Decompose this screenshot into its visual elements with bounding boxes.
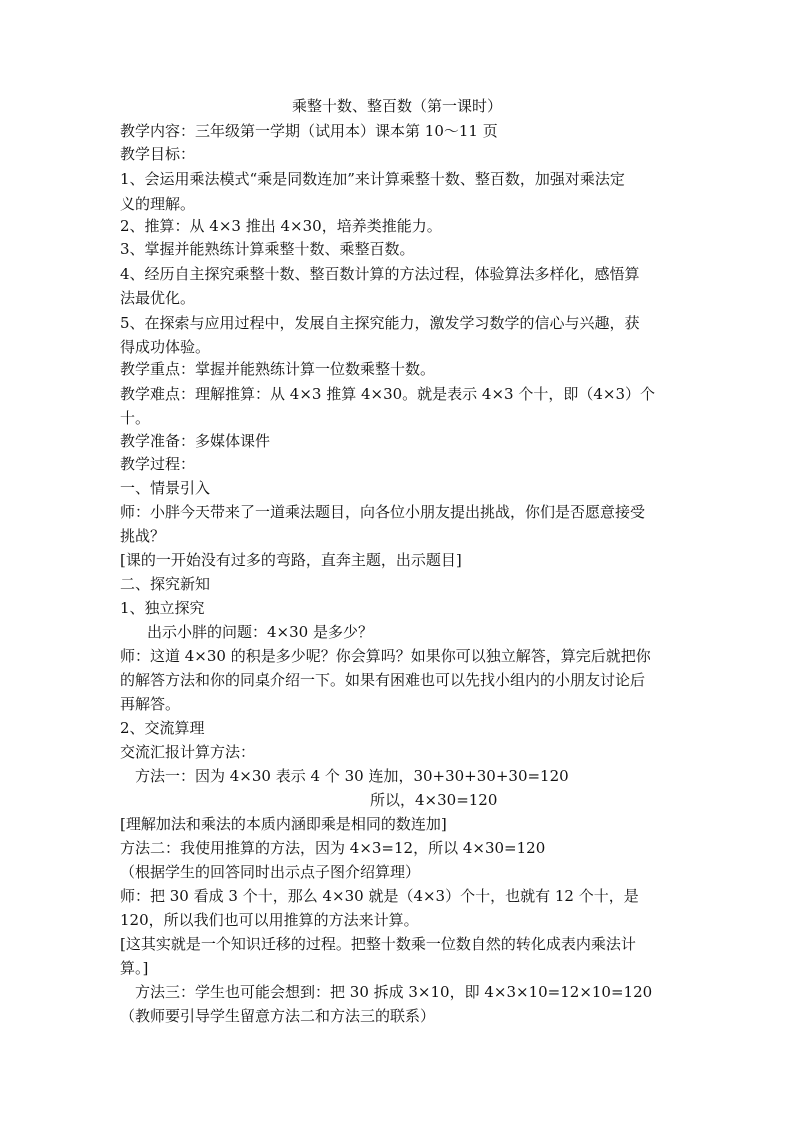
text-line: 得成功体验。	[120, 338, 211, 356]
text-line: 交流汇报计算方法：	[120, 743, 256, 761]
method-two-line: 方法二：我使用推算的方法，因为 4×3=12，所以 4×30=120	[120, 839, 546, 857]
text-line: 义的理解。	[120, 195, 196, 213]
note-line: 算。]	[120, 959, 149, 977]
section-heading: 二、探究新知	[120, 575, 211, 593]
text-line: 120，所以我们也可以用推算的方法来计算。	[120, 911, 419, 929]
text-line: 师：把 30 看成 3 个十，那么 4×30 就是（4×3）个十，也就有 12 个十，是	[120, 887, 639, 905]
preparation-line: 教学准备：多媒体课件	[120, 432, 271, 450]
text-line: 的解答方法和你的同桌介绍一下。如果有困难也可以先找小组内的小朋友讨论后	[120, 671, 646, 689]
text-line: 十。	[120, 409, 151, 427]
note-line: [理解加法和乘法的本质内涵即乘是相同的数连加]	[120, 815, 447, 833]
objectives-heading: 教学目标：	[120, 145, 196, 163]
text-line: 1、会运用乘法模式“乘是同数连加”来计算乘整十数、整百数，加强对乘法定	[120, 170, 625, 188]
text-line: 师：小胖今天带来了一道乘法题目，向各位小朋友提出挑战，你们是否愿意接受	[120, 503, 646, 521]
text-line: 法最优化。	[120, 289, 196, 307]
text-line: 出示小胖的问题：4×30 是多少？	[147, 623, 373, 641]
process-heading: 教学过程：	[120, 455, 196, 473]
text-line: 5、在探索与应用过程中，发展自主探究能力，激发学习数学的信心与兴趣，获	[120, 314, 640, 332]
text-line: 3、掌握并能熟练计算乘整十数、乘整百数。	[120, 240, 415, 258]
method-three-line: 方法三：学生也可能会想到：把 30 拆成 3×10，即 4×3×10=12×10=120	[135, 983, 653, 1001]
text-line: 师：这道 4×30 的积是多少呢？你会算吗？如果你可以独立解答，算完后就把你	[120, 647, 651, 665]
section-heading: 一、情景引入	[120, 479, 211, 497]
text-line: 2、推算：从 4×3 推出 4×30，培养类推能力。	[120, 217, 442, 235]
document-title: 乘整十数、整百数（第一课时）	[291, 97, 502, 115]
method-one-result: 所以，4×30=120	[370, 791, 498, 809]
note-line: [课的一开始没有过多的弯路，直奔主题，出示题目]	[120, 551, 462, 569]
subsection-heading: 1、独立探究	[120, 599, 205, 617]
difficulty-line: 教学难点：理解推算：从 4×3 推算 4×30。就是表示 4×3 个十，即（4×3）个	[120, 385, 656, 403]
method-one-line: 方法一：因为 4×30 表示 4 个 30 连加，30+30+30+30=120	[135, 767, 569, 785]
key-point-line: 教学重点：掌握并能熟练计算一位数乘整十数。	[120, 360, 436, 378]
subsection-heading: 2、交流算理	[120, 719, 205, 737]
teaching-content-line: 教学内容：三年级第一学期（试用本）课本第 10～11 页	[120, 122, 498, 140]
text-line: 再解答。	[120, 695, 181, 713]
note-line: [这其实就是一个知识迁移的过程。把整十数乘一位数自然的转化成表内乘法计	[120, 935, 636, 953]
text-line: 4、经历自主探究乘整十数、整百数计算的方法过程，体验算法多样化，感悟算	[120, 265, 640, 283]
text-line: （教师要引导学生留意方法二和方法三的联系）	[120, 1007, 436, 1025]
text-line: （根据学生的回答同时出示点子图介绍算理）	[120, 863, 421, 881]
text-line: 挑战？	[120, 527, 166, 545]
